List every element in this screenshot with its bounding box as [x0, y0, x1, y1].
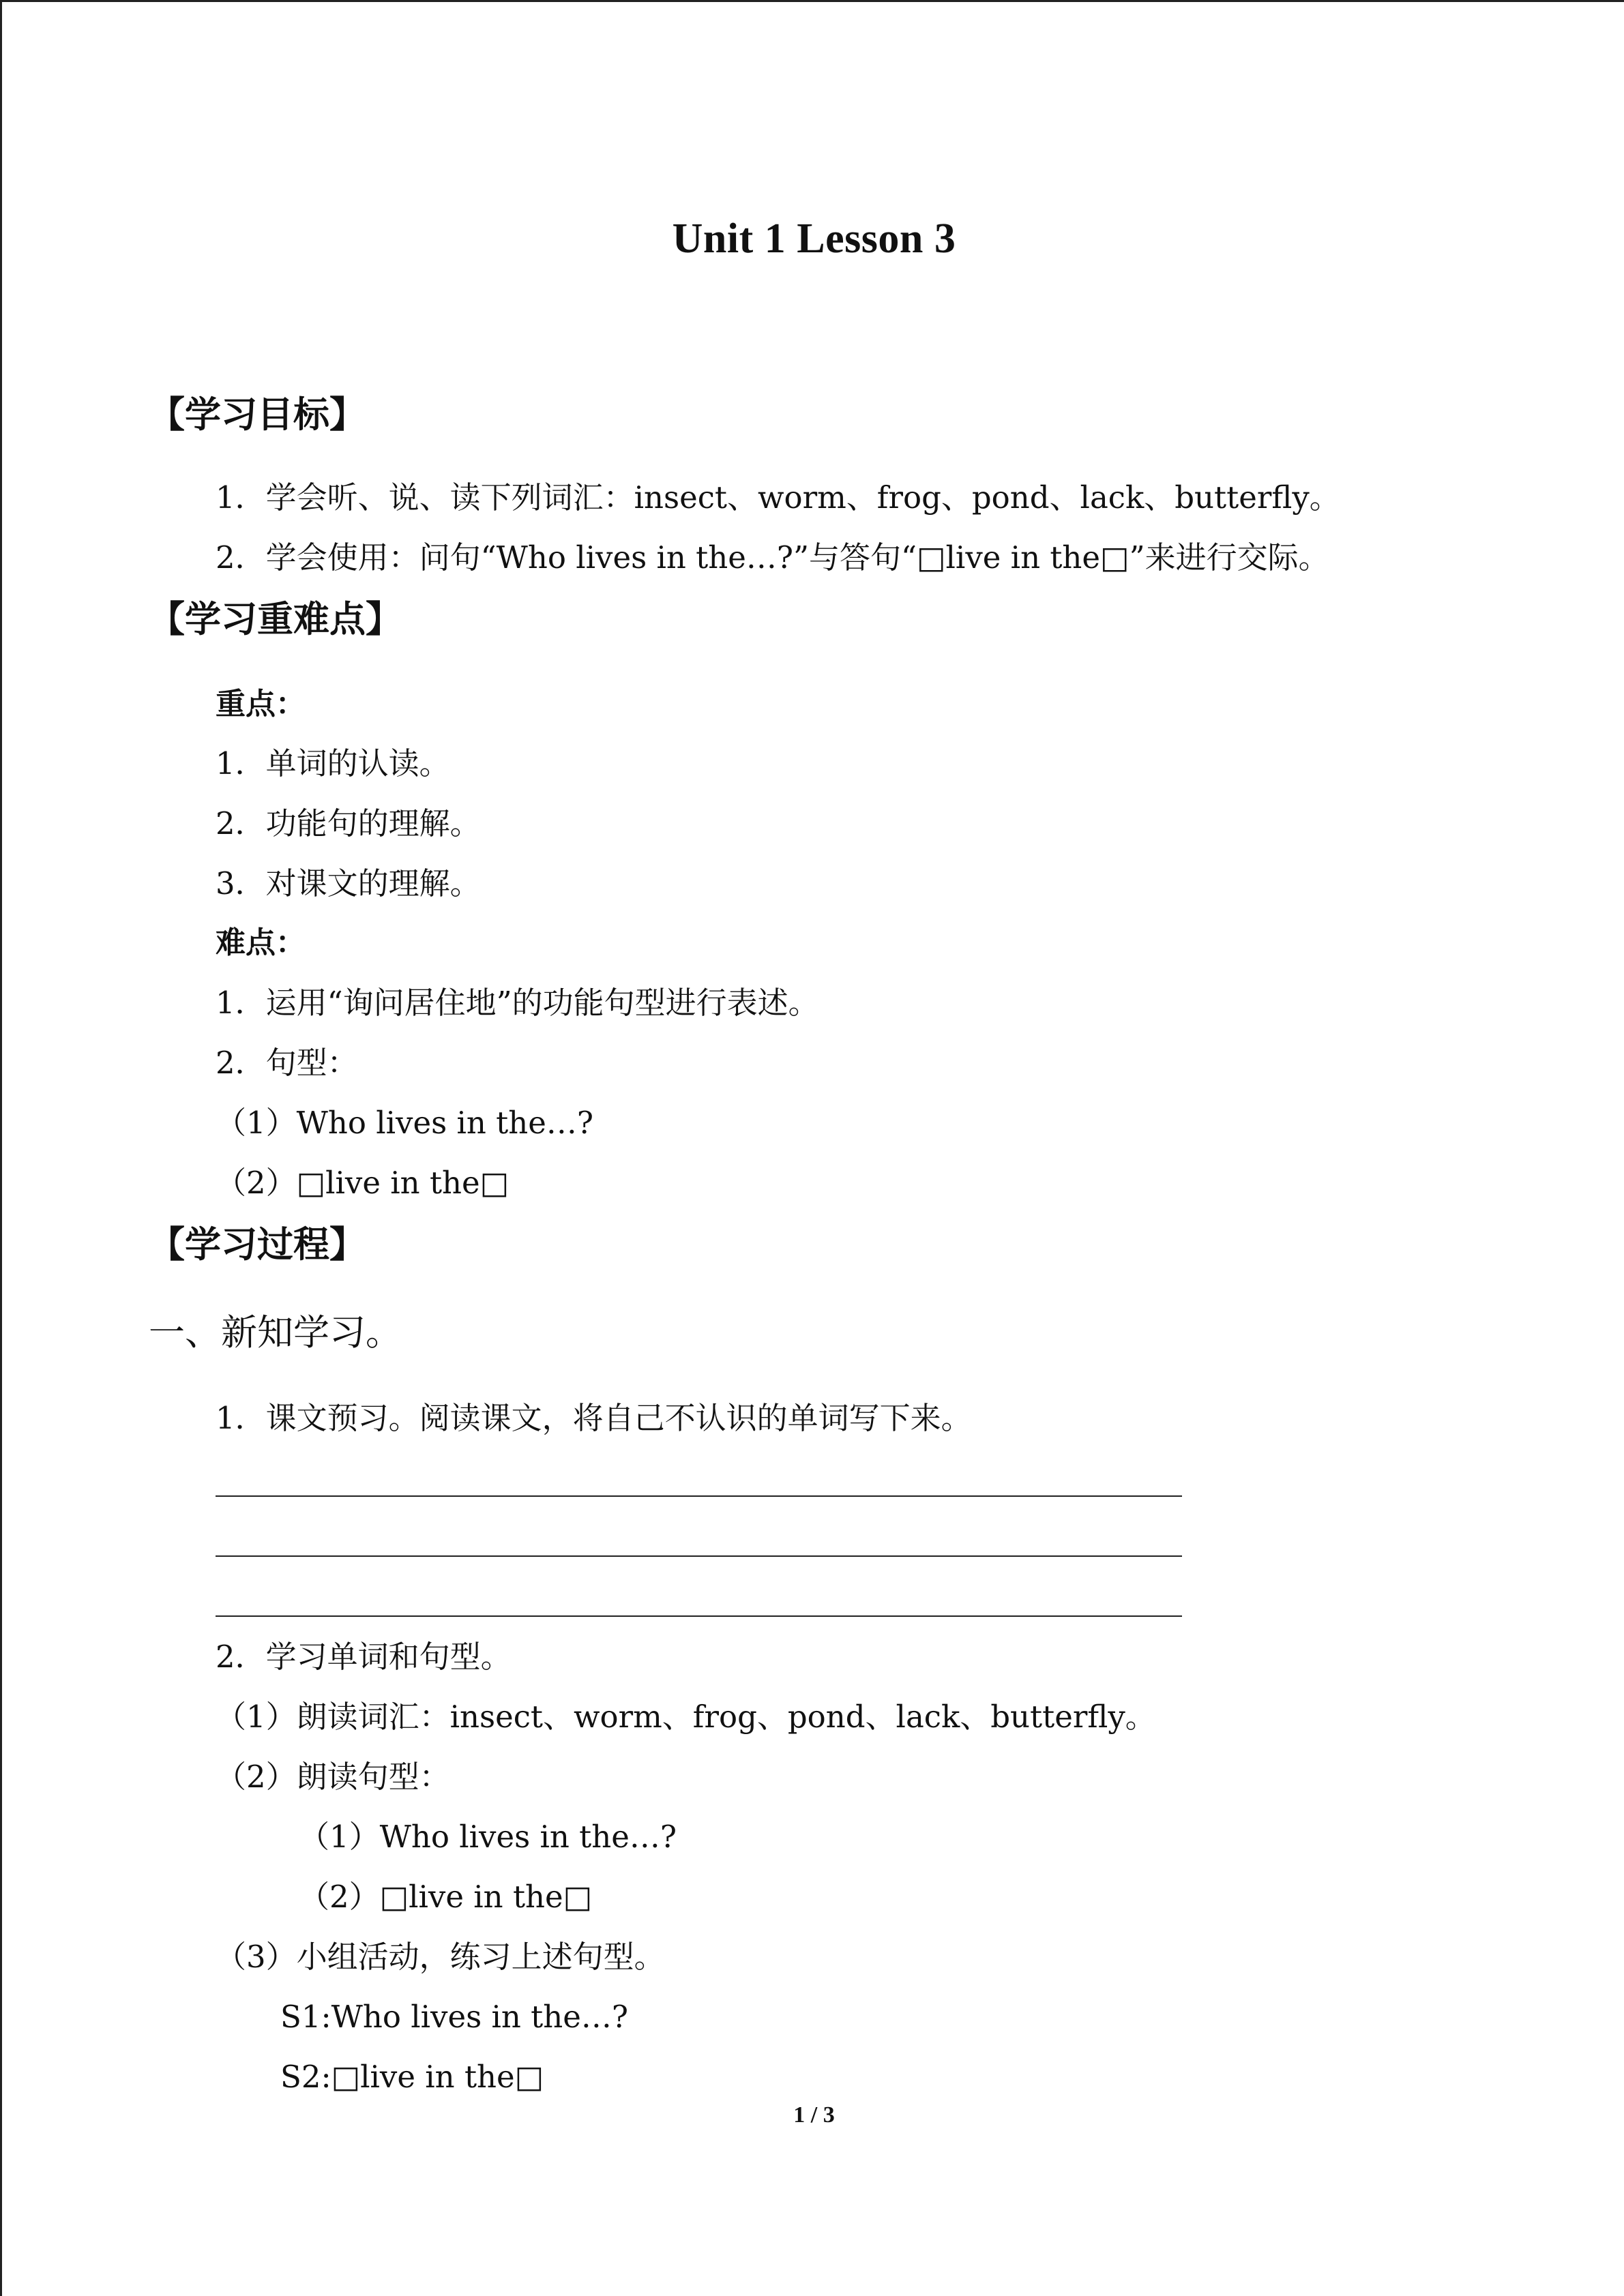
step-vocabulary: 2．学习单词和句型。	[216, 1639, 512, 1675]
objective-item-2: 2．学会使用：问句“Who lives in the…?”与答句“□live in the□”来进行交际。	[216, 539, 1329, 576]
page-number: 1 / 3	[793, 2102, 835, 2128]
dialogue-s1: S1:Who lives in the…?	[280, 1999, 628, 2035]
objectives-heading: 【学习目标】	[149, 393, 366, 436]
key-points-heading: 【学习重难点】	[149, 598, 402, 640]
sub-item-group-activity: （3）小组活动，练习上述句型。	[216, 1939, 665, 1975]
document-title: Unit 1 Lesson 3	[672, 215, 956, 262]
difficulty-item-2: 2．句型：	[216, 1045, 358, 1081]
answer-blank-line[interactable]	[216, 1495, 1182, 1497]
difficulty-pattern-2: （2）□live in the□	[216, 1165, 510, 1201]
process-heading: 【学习过程】	[149, 1223, 366, 1266]
focus-item-3: 3．对课文的理解。	[216, 865, 481, 901]
sub-item-read-words: （1）朗读词汇：insect、worm、frog、pond、lack、butterfly。	[216, 1699, 1156, 1735]
focus-item-1: 1．单词的认读。	[216, 745, 450, 781]
step-preview: 1．课文预习。阅读课文，将自己不认识的单词写下来。	[216, 1400, 972, 1436]
sub-item-read-patterns: （2）朗读句型：	[216, 1759, 450, 1795]
pattern-answer: （2）□live in the□	[299, 1879, 593, 1915]
dialogue-s2: S2:□live in the□	[280, 2059, 544, 2095]
difficulty-item-1: 1．运用“询问居住地”的功能句型进行表述。	[216, 985, 819, 1021]
difficulty-pattern-1: （1）Who lives in the…?	[216, 1105, 593, 1141]
answer-blank-line[interactable]	[216, 1555, 1182, 1557]
objective-item-1: 1．学会听、说、读下列词汇：insect、worm、frog、pond、lack、butterfly。	[216, 479, 1340, 516]
section-new-learning: 一、新知学习。	[149, 1312, 402, 1354]
difficulty-label: 难点：	[216, 925, 306, 960]
focus-item-2: 2．功能句的理解。	[216, 805, 481, 841]
pattern-question: （1）Who lives in the…?	[299, 1819, 677, 1855]
focus-label: 重点：	[216, 687, 306, 721]
answer-blank-line[interactable]	[216, 1615, 1182, 1617]
